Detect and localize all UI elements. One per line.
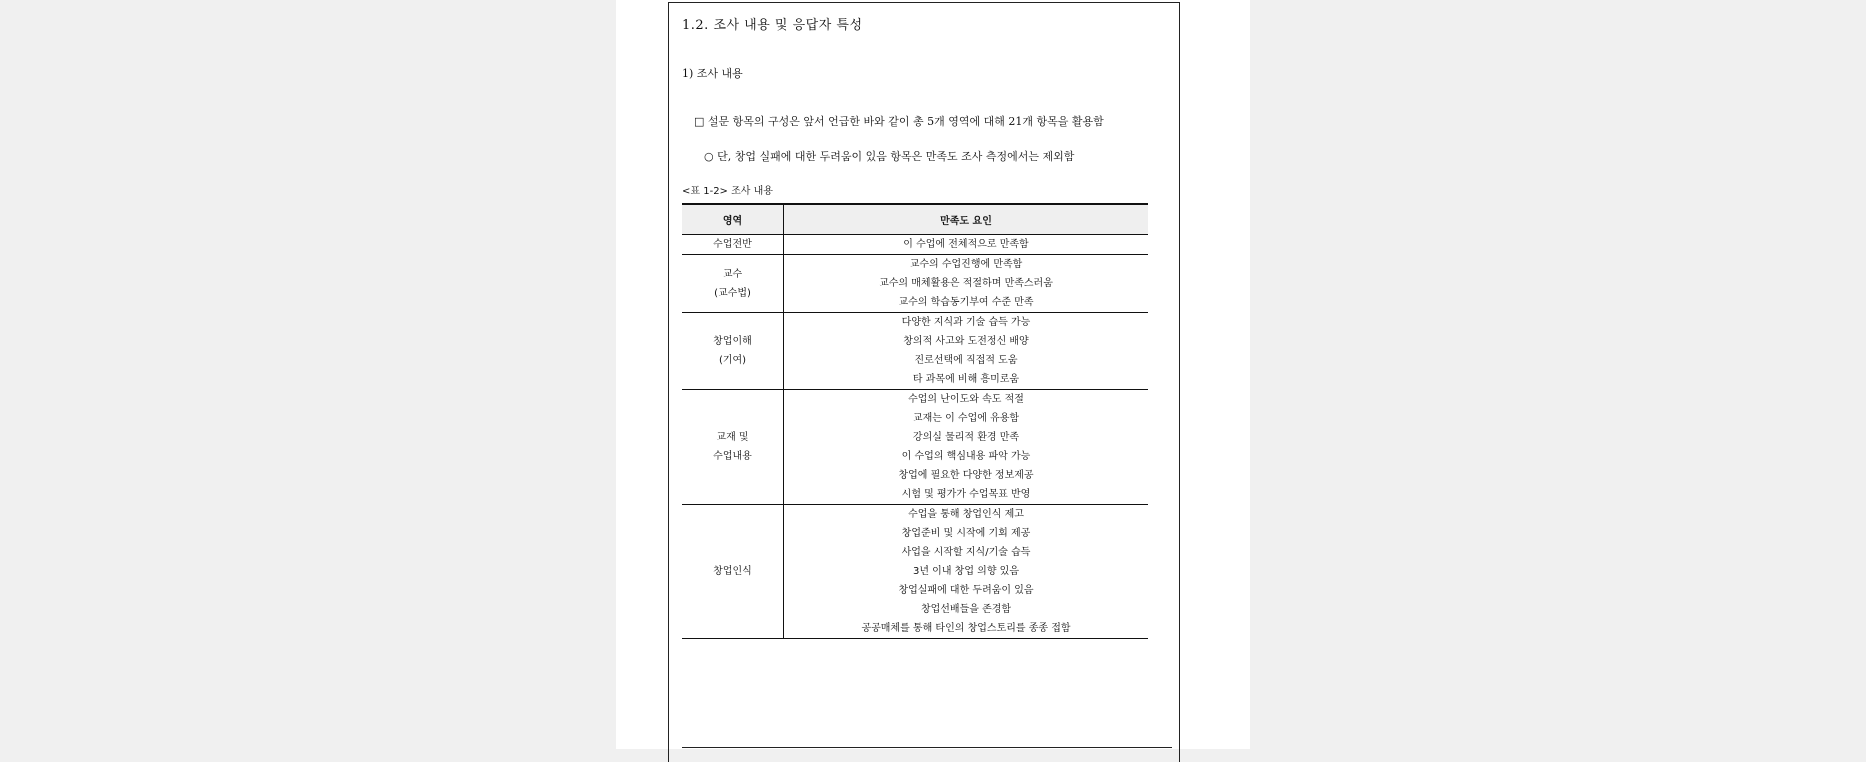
area-label: (기여) xyxy=(718,355,747,366)
factor-item: 수업의 난이도와 속도 적절 xyxy=(908,394,1024,405)
factor-cell xyxy=(784,255,1149,313)
factor-item: 창업준비 및 시작에 기회 제공 xyxy=(901,528,1031,539)
factor-item: 교수의 매체활용은 적절하며 만족스러움 xyxy=(879,278,1053,289)
table-row xyxy=(682,255,1148,313)
survey-table xyxy=(682,203,1148,639)
factor-item: 3년 이내 창업 의향 있음 xyxy=(912,566,1020,577)
factor-item: 타 과목에 비해 흥미로움 xyxy=(912,374,1020,385)
factor-item: 강의실 물리적 환경 만족 xyxy=(912,432,1020,443)
factor-cell xyxy=(784,505,1149,639)
header-factor: 만족도 요인 xyxy=(784,204,1149,235)
factor-item: 교수의 학습동기부여 수준 만족 xyxy=(898,297,1034,308)
area-cell xyxy=(682,255,784,313)
table-caption: <표 1-2> 조사 내용 xyxy=(682,186,773,197)
factor-item: 사업을 시작할 지식/기술 습득 xyxy=(901,547,1031,558)
factor-cell xyxy=(784,235,1149,255)
area-cell xyxy=(682,235,784,255)
table-row xyxy=(682,313,1148,390)
area-label: 수업전반 xyxy=(713,239,752,250)
header-area: 영역 xyxy=(682,204,784,235)
factor-item: 진로선택에 직접적 도움 xyxy=(914,355,1018,366)
factor-item: 시험 및 평가가 수업목표 반영 xyxy=(901,489,1031,500)
area-cell xyxy=(682,390,784,505)
table-row xyxy=(682,505,1148,639)
factor-item: 이 수업에 전체적으로 만족함 xyxy=(903,239,1029,250)
document-page xyxy=(616,0,1250,749)
table-row xyxy=(682,235,1148,255)
area-label: 창업이해 xyxy=(713,336,752,347)
area-label: 창업인식 xyxy=(713,566,752,577)
factor-item: 창업실패에 대한 두려움이 있음 xyxy=(898,585,1034,596)
factor-item: 공공매체를 통해 타인의 창업스토리를 종종 접함 xyxy=(861,623,1071,634)
subsection-title: 1) 조사 내용 xyxy=(682,67,743,80)
bottom-divider xyxy=(682,747,1172,748)
area-label: 수업내용 xyxy=(713,451,752,462)
factor-item: 창의적 사고와 도전정신 배양 xyxy=(903,336,1029,347)
bullet-sub-text: ○ 단, 창업 실패에 대한 두려움이 있음 항목은 만족도 조사 측정에서는 제외함 xyxy=(704,150,1075,163)
area-label: 교재 및 xyxy=(716,432,749,443)
bullet-main-text: □ 설문 항목의 구성은 앞서 언급한 바와 같이 총 5개 영역에 대해 21개 항목을 활용함 xyxy=(694,115,1104,128)
section-title: 1.2. 조사 내용 및 응답자 특성 xyxy=(682,18,863,33)
table-row xyxy=(682,390,1148,505)
factor-item: 창업에 필요한 다양한 정보제공 xyxy=(898,470,1034,481)
area-label: 교수 xyxy=(722,268,743,280)
area-label: (교수법) xyxy=(714,287,751,299)
area-cell xyxy=(682,313,784,390)
factor-item: 다양한 지식과 기술 습득 가능 xyxy=(901,317,1031,328)
factor-cell xyxy=(784,390,1149,505)
table-header-row xyxy=(682,204,1148,235)
factor-item: 교수의 수업진행에 만족함 xyxy=(909,259,1023,270)
factor-item: 창업선배들을 존경함 xyxy=(920,604,1012,615)
factor-item: 수업을 통해 창업인식 제고 xyxy=(908,509,1024,520)
factor-item: 교재는 이 수업에 유용함 xyxy=(912,413,1020,424)
factor-cell xyxy=(784,313,1149,390)
factor-item: 이 수업의 핵심내용 파악 가능 xyxy=(901,451,1031,462)
area-cell xyxy=(682,505,784,639)
